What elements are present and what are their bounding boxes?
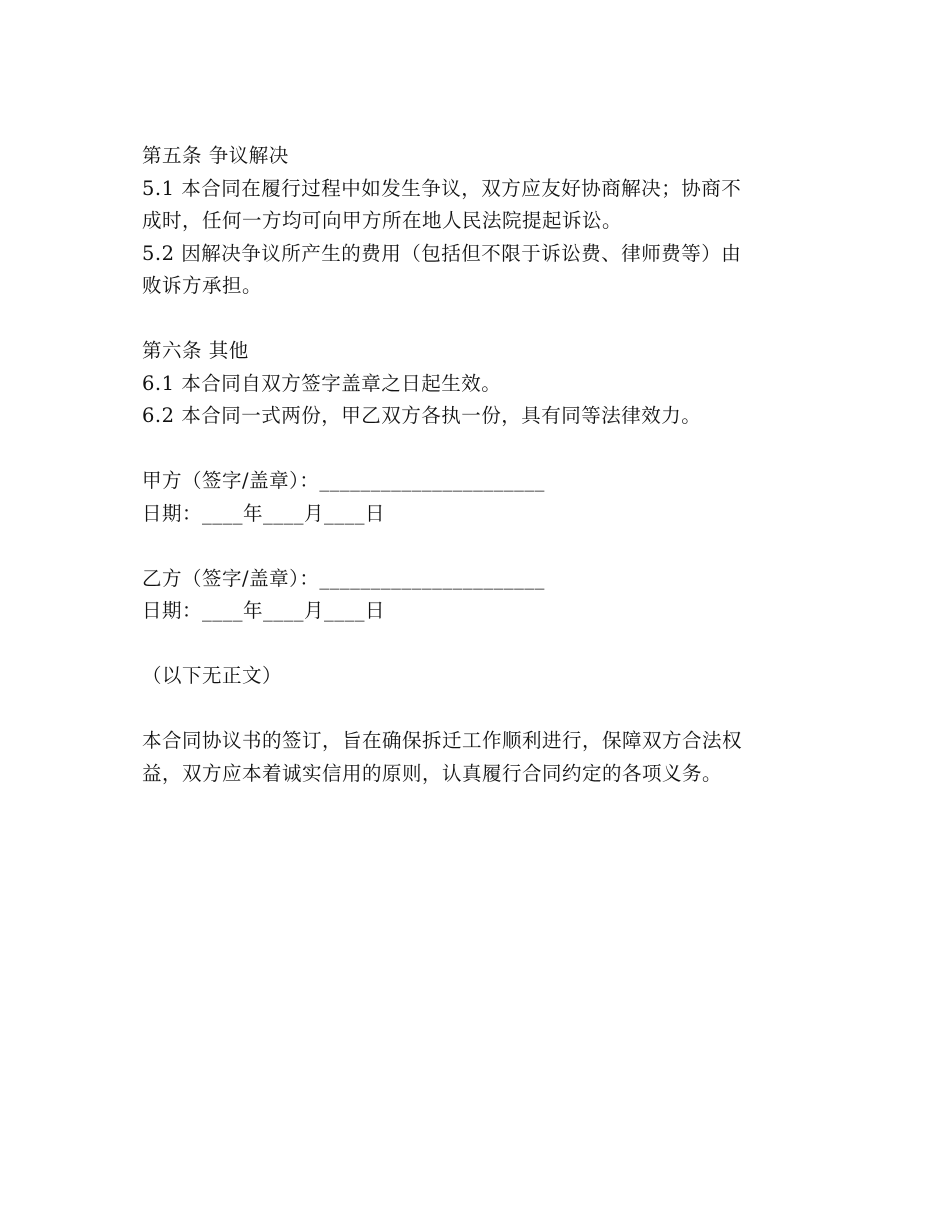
- article-6-section: [142, 335, 812, 433]
- article-6-heading: 第六条 其他: [142, 339, 249, 362]
- party-b-signature-block: [142, 563, 812, 628]
- blank-line: [142, 303, 812, 336]
- party-b-signature-line: 乙方（签字/盖章）：______________________: [142, 566, 545, 590]
- clause-5-2-line-1: 5.2 因解决争议所产生的费用（包括但不限于诉讼费、律师费等）由: [142, 241, 742, 265]
- article-5-section: [142, 140, 812, 303]
- clause-5-2-line-2: 败诉方承担。: [142, 274, 263, 297]
- blank-line: [142, 693, 812, 726]
- clause-6-1: 6.1 本合同自双方签字盖章之日起生效。: [142, 371, 502, 395]
- party-a-signature-line: 甲方（签字/盖章）：______________________: [142, 469, 545, 492]
- clause-5-1-line-1: 5.1 本合同在履行过程中如发生争议，双方应友好协商解决；协商不: [142, 176, 742, 200]
- blank-line: [142, 433, 812, 466]
- blank-line: [142, 628, 812, 661]
- document-body: [142, 140, 812, 790]
- party-a-date-line: 日期：____年____月____日: [142, 501, 386, 525]
- party-a-signature-block: [142, 465, 812, 530]
- party-b-date-line: 日期：____年____月____日: [142, 599, 386, 622]
- closing-line-1: 本合同协议书的签订，旨在确保拆迁工作顺利进行，保障双方合法权: [142, 729, 743, 752]
- end-of-text-note: （以下无正文）: [142, 664, 283, 687]
- clause-6-2: 6.2 本合同一式两份，甲乙双方各执一份，具有同等法律效力。: [142, 404, 702, 427]
- article-5-heading: 第五条 争议解决: [142, 144, 289, 167]
- blank-line: [142, 530, 812, 563]
- clause-5-1-line-2: 成时，任何一方均可向甲方所在地人民法院提起诉讼。: [142, 209, 623, 232]
- closing-paragraph: [142, 725, 812, 790]
- closing-line-2: 益，双方应本着诚实信用的原则，认真履行合同约定的各项义务。: [142, 761, 723, 785]
